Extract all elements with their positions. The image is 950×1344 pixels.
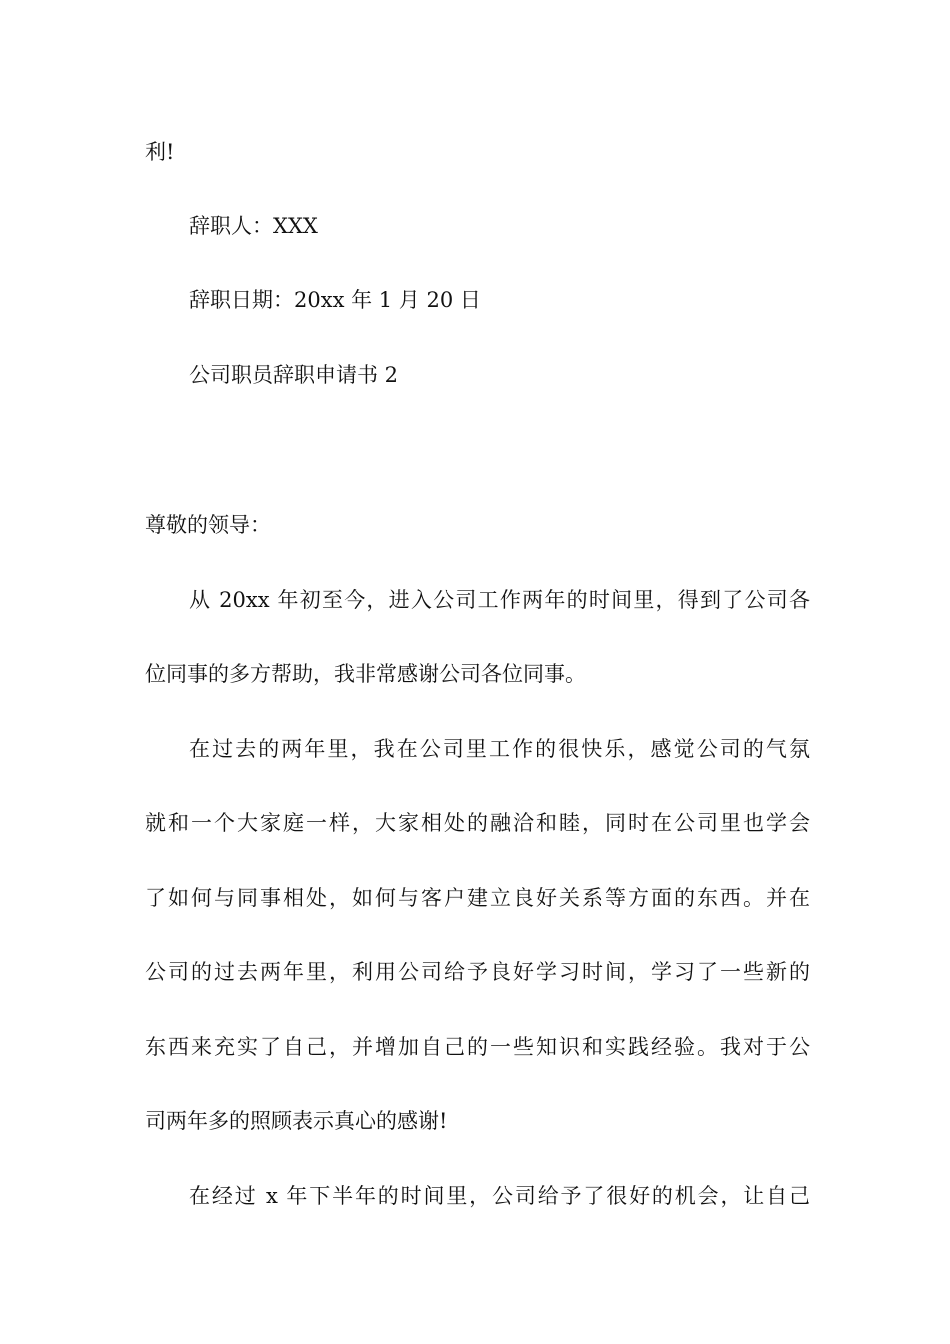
salutation: 尊敬的领导： bbox=[145, 513, 271, 537]
text-line: 就和一个大家庭一样，大家相处的融洽和睦，同时在公司里也学会 bbox=[145, 811, 810, 835]
text-line: 公司的过去两年里，利用公司给予良好学习时间，学习了一些新的 bbox=[145, 960, 810, 984]
text-line: 从 20xx 年初至今，进入公司工作两年的时间里，得到了公司各 bbox=[189, 588, 810, 612]
text-line: 在过去的两年里，我在公司里工作的很快乐，感觉公司的气氛 bbox=[189, 737, 810, 761]
text-line: 东西来充实了自己，并增加自己的一些知识和实践经验。我对于公 bbox=[145, 1035, 810, 1059]
text-line: 司两年多的照顾表示真心的感谢! bbox=[145, 1109, 448, 1133]
text-line: 在经过 x 年下半年的时间里，公司给予了很好的机会，让自己 bbox=[189, 1184, 810, 1208]
text-line: 位同事的多方帮助，我非常感谢公司各位同事。 bbox=[145, 662, 586, 686]
text-line-closing-fragment: 利! bbox=[145, 140, 175, 164]
text-line-resigner: 辞职人：XXX bbox=[189, 214, 318, 238]
section-heading: 公司职员辞职申请书 2 bbox=[189, 363, 399, 387]
text-line: 了如何与同事相处，如何与客户建立良好关系等方面的东西。并在 bbox=[145, 886, 810, 910]
text-line-resign-date: 辞职日期：20xx 年 1 月 20 日 bbox=[189, 288, 481, 312]
